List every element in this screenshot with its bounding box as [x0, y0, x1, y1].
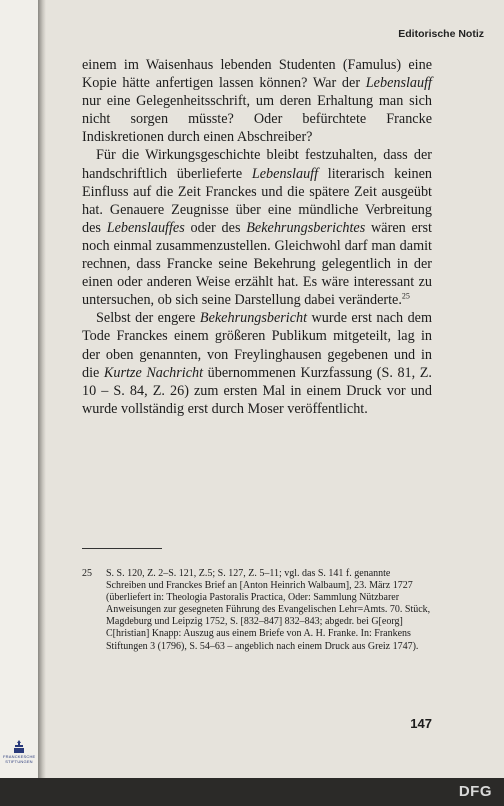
text-run: Für die Wirkungsgeschichte bleibt festzuhalten, dass der handschriftlich überlieferte: [82, 147, 432, 182]
italic-title: Lebenslauff: [365, 75, 432, 92]
italic-title: Lebenslauff: [251, 165, 319, 182]
running-head: Editorische Notiz: [398, 28, 484, 40]
body-text: [82, 56, 432, 418]
footnote-rule: [82, 548, 162, 549]
italic-title: Lebenslauffes: [106, 219, 185, 236]
italic-title: Kurtze Nachricht: [103, 364, 204, 381]
page-number: 147: [410, 716, 432, 731]
foundation-logo-icon: [13, 740, 25, 754]
footnote-reference: 25: [401, 291, 410, 301]
dfg-watermark: DFG: [458, 783, 492, 800]
paragraph: [82, 56, 432, 146]
footnote-number: 25: [82, 568, 92, 579]
text-run: oder des: [184, 219, 247, 236]
italic-title: Bekehrungsbericht: [199, 310, 308, 327]
italic-title: Bekehrungsberichtes: [246, 219, 366, 236]
text-run: wären erst noch einmal zusammenzustellen. Gleichwohl darf man damit rechnen, dass Francke seine Bekehrung gelegentlich in der einen oder anderen Weise erzählt hat. Es wäre interessant zu untersuchen, ob sich seine Darstellung dabei veränderte.: [82, 219, 432, 309]
text-run: wurde erst nach dem Tode Franckes einem größeren Publikum mitgeteilt, lag in der oben genannten, von Freylinghausen gegebenen und in die: [82, 310, 432, 381]
foundation-logo-text: FRANCKESCHE STIFTUNGEN: [3, 754, 36, 764]
foundation-logo: [3, 740, 35, 764]
text-run: übernommenen Kurzfassung (S. 81, Z. 10 – S. 84, Z. 26) zum ersten Mal in einem Druck vor und wurde vollständig erst durch Moser veröffentlicht.: [82, 364, 432, 417]
paragraph: [82, 146, 432, 309]
viewer-bottom-bar: [0, 778, 504, 806]
text-run: nur eine Gelegenheitsschrift, um deren Erhaltung man sich nicht sorgen müsste? Oder befürchtete Francke Indiskretionen durch einen Abschreiber?: [82, 93, 432, 146]
footnote-text: S. S. 120, Z. 2–S. 121, Z.5; S. 127, Z. 5–11; vgl. das S. 141 f. genannte Schreiben und Franckes Brief an [Anton Heinrich Walbaum], 23. März 1727 (überliefert in: Theologia Pastoralis Practica, Oder: Sammlung Nützbarer Anweisungen zur gesegneten Führung des Evangelischen Lehr=Amts. 70. Stück, Magdeburg und Leipzig 1752, S. [832–847] 832–843; abgedr. bei G[eorg] C[hristian] Knapp: Auszug aus einem Briefe von A. H. Franke. In: Frankens Stiftungen 3 (1796), S. 54–63 – angeblich nach einem Druck aus Greiz 1747).: [106, 568, 431, 652]
text-run: literarisch keinen Einfluss auf die Zeit Franckes und die spätere Zeit ausgeübt hat. Genauere Zeugnisse über eine mündliche Verbreitung des: [82, 165, 432, 236]
text-run: einem im Waisenhaus lebenden Studenten (Famulus) eine Kopie hätte anfertigen lassen können? War der: [82, 57, 432, 92]
footnote: [82, 568, 432, 653]
paragraph: [82, 309, 432, 418]
text-run: Selbst der engere: [96, 310, 200, 327]
book-spine-shadow: [38, 0, 46, 778]
left-margin-strip: [0, 0, 38, 778]
